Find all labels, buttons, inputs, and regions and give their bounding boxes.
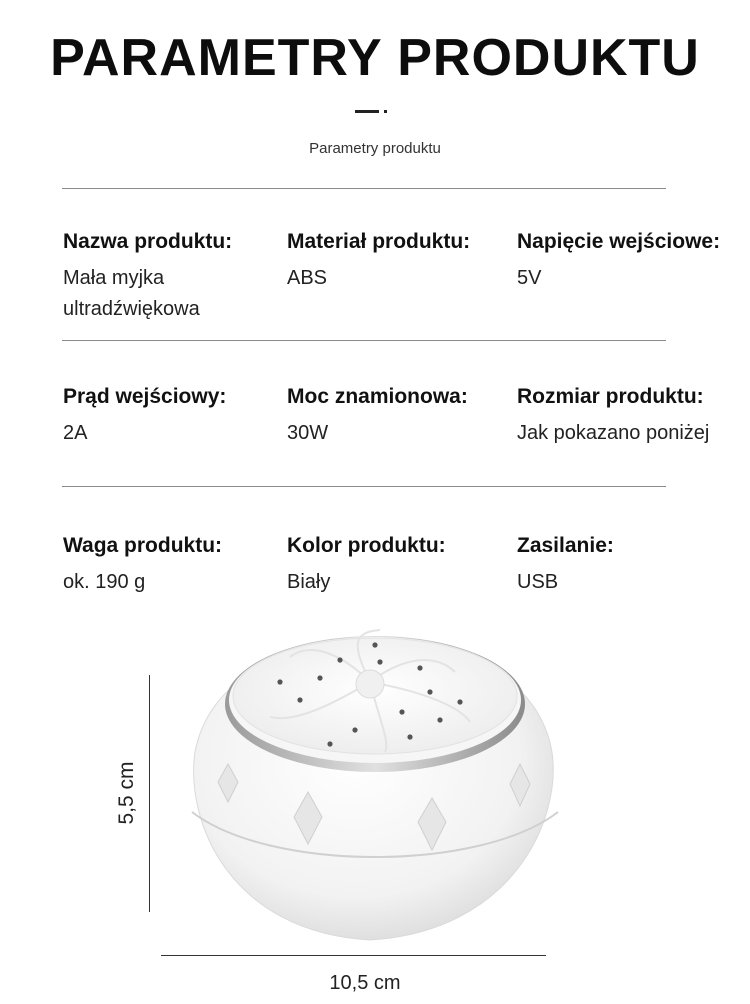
spec-label: Waga produktu: [63,534,223,557]
spec-value: USB [517,571,559,593]
spec-value: 2A [63,422,88,444]
spec-label: Materiał produktu: [287,230,471,253]
width-dimension-line [161,955,546,956]
spec-label: Zasilanie: [517,534,614,557]
spec-power-supply [517,533,742,598]
spec-product-size [517,384,742,449]
height-dimension-label: 5,5 cm [115,761,138,825]
width-dimension-label: 10,5 cm [329,972,401,994]
ultrasonic-cleaner-image [180,612,570,947]
spec-input-voltage [517,229,742,294]
spec-value: ABS [287,267,328,289]
spec-material [287,229,512,294]
spec-value: Jak pokazano poniżej [517,422,710,444]
divider-top [62,188,666,189]
spec-value: Biały [287,571,331,593]
spec-label: Moc znamionowa: [287,385,468,408]
spec-label: Napięcie wejściowe: [517,230,721,253]
height-dimension-line [149,675,150,912]
spec-rated-power [287,384,512,449]
spec-input-current [63,384,288,449]
spec-value: 30W [287,422,329,444]
title-divider-dot [384,110,387,113]
spec-weight [63,533,288,598]
spec-value: 5V [517,267,542,289]
page-subtitle: Parametry produktu [309,140,441,157]
spec-product-name [63,229,288,325]
spec-label: Nazwa produktu: [63,230,233,253]
spec-value: ok. 190 g [63,571,146,593]
spec-label: Prąd wejściowy: [63,385,227,408]
spec-color [287,533,512,598]
page-title: PARAMETRY PRODUKTU [50,29,700,87]
spec-value: Mała myjka ultradźwiękowa [63,267,200,320]
title-divider [355,110,379,113]
spec-label: Rozmiar produktu: [517,385,704,408]
divider-row-1 [62,340,666,341]
divider-row-2 [62,486,666,487]
spec-label: Kolor produktu: [287,534,446,557]
